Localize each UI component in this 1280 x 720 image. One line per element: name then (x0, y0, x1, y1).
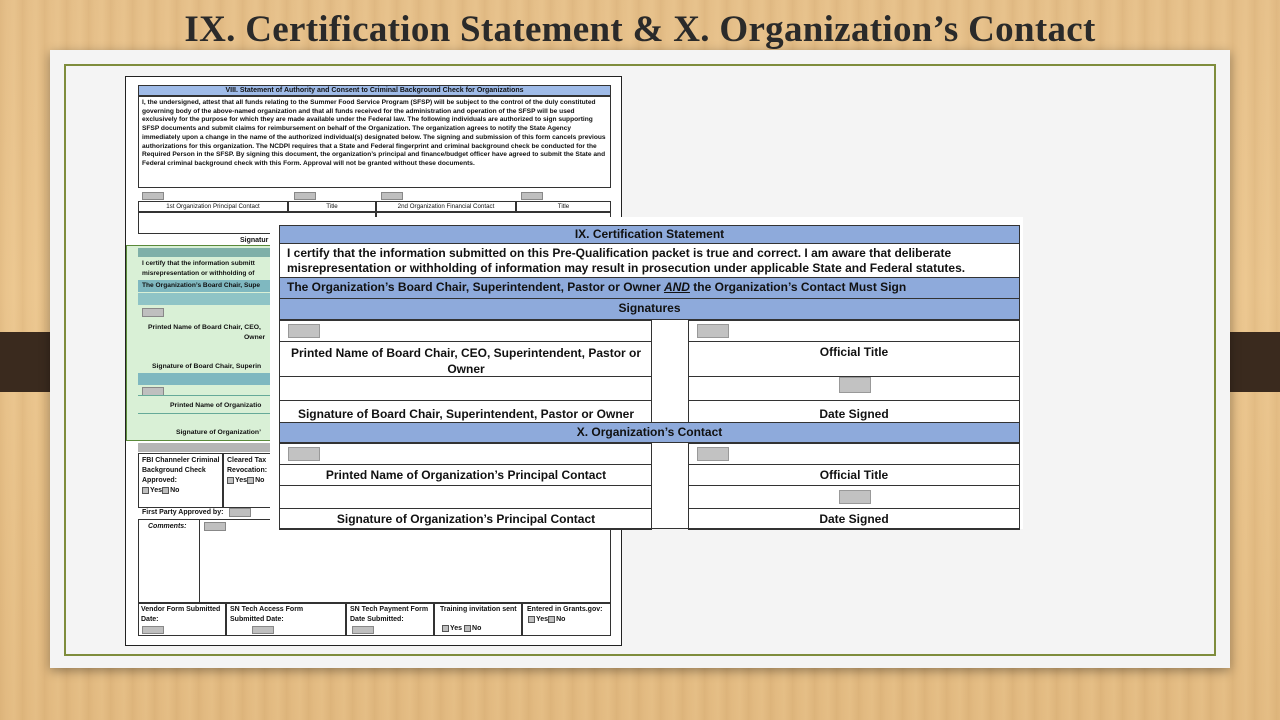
no-label: No (472, 625, 482, 632)
training-options[interactable] (442, 624, 481, 634)
principal-contact-label: 1st Organization Principal Contact (138, 201, 288, 212)
board-date-input[interactable] (839, 377, 871, 393)
sn-payment-label: SN Tech Payment Form Date Submitted: (350, 606, 429, 623)
grants-options[interactable] (528, 615, 565, 625)
divider (280, 400, 652, 401)
section-viii-text: I, the undersigned, attest that all funds relating to the Summer Food Service Program (SFSP) will be subject to the control of the duly constituted governing body of the above-named organization and that all funds received for the administration and operation of the SFSP will be used exclusively for the purpose for which they are made available under the Federal law. The following individuals are authorized to sign supporting SFSP documents and submit claims for reimbursement on behalf of the Organization. The organization agrees to notify the State Agency immediately upon a change in the name of the authorized individual(s) designated below. The signing and submission of this form cancels previous authorizations for this organization. The NCDPI requires that a State and Federal fingerprint and criminal background check be conducted for the Required Person in the SFSP. By signing this document, the organization’s principal and finance/budget officer have agreed to submit the State and Federal criminal background check with this Form. Approval will not be granted without these documents. (138, 96, 611, 188)
contact-name-input[interactable] (288, 447, 320, 461)
no-checkbox[interactable] (548, 616, 555, 623)
green-printed-name: Printed Name of Board Chair, CEO, (148, 324, 261, 331)
training-label: Training invitation sent (440, 606, 517, 613)
official-title-label: Official Title (819, 468, 889, 482)
contact-signature-label: Signature of Organization’s Principal Contact (336, 512, 596, 526)
divider (689, 400, 1019, 401)
contact-date-input[interactable] (839, 490, 871, 504)
front-form-document (270, 217, 1023, 529)
section-ix-title: IX. Certification Statement (280, 226, 1019, 244)
input-placeholder[interactable] (142, 192, 164, 200)
must-sign-and: AND (663, 280, 690, 294)
financial-contact-label: 2nd Organization Financial Contact (376, 201, 516, 212)
divider (689, 341, 1019, 342)
contact-printed-name-label: Printed Name of Organization’s Principal Contact (325, 468, 607, 482)
yes-checkbox[interactable] (142, 487, 149, 494)
must-sign-post: the Organization’s Contact Must Sign (689, 280, 907, 294)
green-signature: Signature of Board Chair, Superin (152, 363, 262, 370)
divider (280, 508, 652, 509)
input-placeholder[interactable] (381, 192, 403, 200)
green-certify-text: I certify that the information submitt (142, 260, 255, 267)
fbi-options[interactable] (142, 486, 179, 496)
yes-label: Yes (450, 625, 463, 632)
no-checkbox[interactable] (247, 477, 254, 484)
tax-label: Cleared Tax Revocation: (227, 457, 268, 474)
signature-partial-label: Signatur (240, 237, 269, 244)
certify-text: I certify that the information submitted on this Pre-Qualification packet is true and correct. I am aware that deliberate misrepresentation or withholding of information may result in prosecution under applicable State and Federal statutes. (280, 244, 1019, 278)
yes-label: Yes (536, 616, 549, 623)
board-printed-name-label: Printed Name of Board Chair, CEO, Superintendent, Pastor or Owner (290, 346, 642, 376)
comments-divider (199, 519, 200, 603)
divider (689, 485, 1019, 486)
input-placeholder[interactable] (352, 626, 374, 634)
must-sign-statement (280, 278, 1019, 299)
green-signature-org: Signature of Organization’ (176, 429, 261, 436)
no-checkbox[interactable] (162, 487, 169, 494)
input-placeholder[interactable] (229, 508, 251, 517)
input-placeholder[interactable] (521, 192, 543, 200)
vendor-label: Vendor Form Submitted Date: (141, 606, 221, 623)
title-label: Title (288, 201, 376, 212)
green-bar (138, 293, 271, 305)
green-bar (138, 373, 271, 385)
tax-options[interactable] (227, 476, 271, 486)
input-placeholder[interactable] (294, 192, 316, 200)
no-label: No (556, 616, 566, 623)
front-form-table (279, 225, 1020, 529)
divider (280, 464, 652, 465)
yes-checkbox[interactable] (528, 616, 535, 623)
yes-checkbox[interactable] (227, 477, 234, 484)
signatures-header: Signatures (280, 299, 1019, 320)
comments-cell (138, 519, 611, 603)
input-placeholder[interactable] (142, 626, 164, 634)
first-party-label: First Party Approved by: (142, 509, 224, 516)
sn-access-label: SN Tech Access Form Submitted Date: (230, 606, 304, 623)
input-placeholder[interactable] (252, 626, 274, 634)
board-title-input[interactable] (697, 324, 729, 338)
divider (689, 508, 1019, 509)
official-title-label: Official Title (819, 345, 889, 359)
yes-checkbox[interactable] (442, 625, 449, 632)
yes-label: Yes (150, 487, 163, 494)
divider (689, 464, 1019, 465)
no-checkbox[interactable] (464, 625, 471, 632)
green-board-text: The Organization’s Board Chair, Supe (142, 282, 261, 289)
green-divider (138, 413, 271, 414)
green-printed-org: Printed Name of Organizatio (170, 402, 262, 409)
board-signature-label: Signature of Board Chair, Superintendent, Pastor or Owner (297, 407, 635, 421)
date-signed-label: Date Signed (819, 512, 889, 526)
divider (280, 341, 652, 342)
no-label: No (170, 487, 180, 494)
grants-label: Entered in Grants.gov: (527, 606, 603, 613)
contact-title-input[interactable] (697, 447, 729, 461)
yes-label: Yes (235, 477, 248, 484)
green-owner: Owner (244, 334, 266, 341)
comments-label: Comments: (148, 523, 187, 530)
green-bar (138, 248, 271, 257)
fbi-label: FBI Channeler Criminal Background Check Approved: (142, 457, 220, 484)
green-divider (138, 395, 271, 396)
date-signed-label: Date Signed (819, 407, 889, 421)
must-sign-pre: The Organization’s Board Chair, Superintendent, Pastor or Owner (287, 280, 664, 294)
green-misrep-text: misrepresentation or withholding of (142, 270, 255, 277)
slide-title: IX. Certification Statement & X. Organization’s Contact (184, 9, 1096, 50)
divider (280, 485, 652, 486)
input-placeholder[interactable] (204, 522, 226, 531)
title-label: Title (516, 201, 611, 212)
input-placeholder[interactable] (142, 308, 164, 317)
section-viii-title: VIII. Statement of Authority and Consent to Criminal Background Check for Organizations (138, 85, 611, 96)
no-label: No (255, 477, 265, 484)
section-x-title: X. Organization’s Contact (280, 422, 1019, 443)
board-name-input[interactable] (288, 324, 320, 338)
